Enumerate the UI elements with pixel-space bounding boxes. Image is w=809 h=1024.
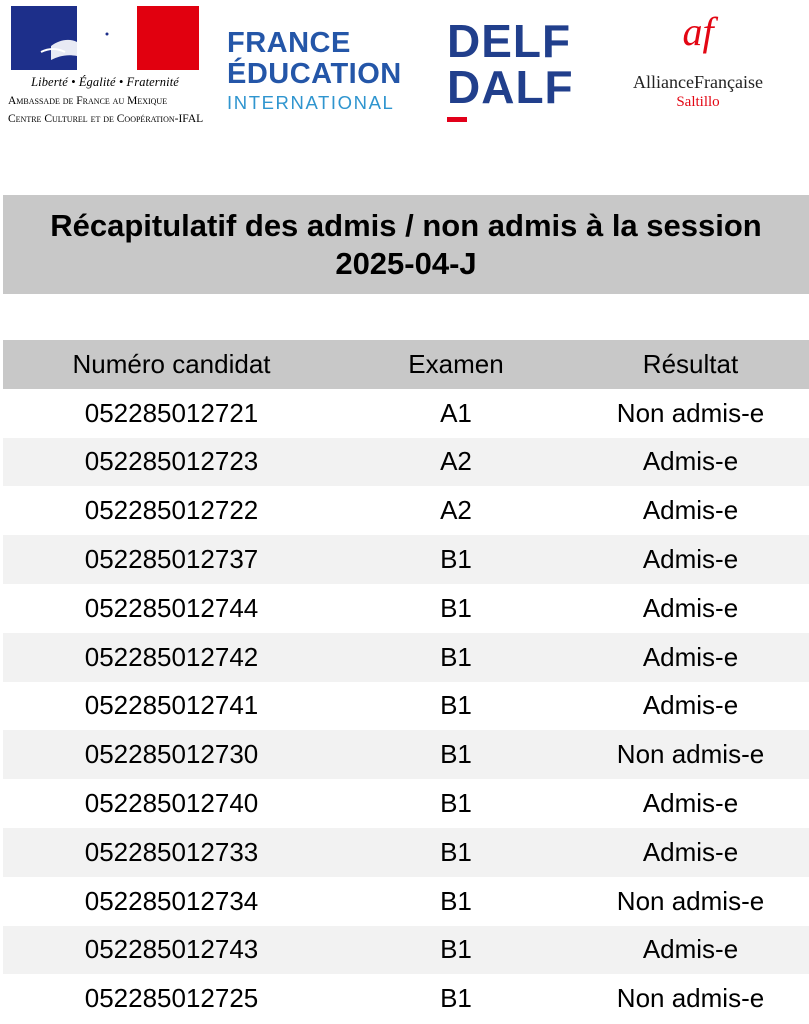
delf-red-bar <box>447 117 467 122</box>
table-row <box>3 926 809 975</box>
exam-cell: B1 <box>440 836 472 867</box>
result-cell: Admis-e <box>642 544 739 575</box>
result-cell: Admis-e <box>642 836 739 867</box>
cultural-centre-name: Centre Culturel et de Coopération-IFAL <box>8 113 204 125</box>
candidate-number-cell: 052285012725 <box>84 983 259 1014</box>
exam-cell: A1 <box>440 397 472 428</box>
republique-francaise-logo <box>8 6 202 126</box>
candidate-number-cell: 052285012730 <box>84 739 259 770</box>
delf-text: DELF <box>447 15 572 67</box>
table-body <box>3 389 809 1023</box>
table-row <box>3 438 809 487</box>
header-candidate-number: Numéro candidat <box>72 348 271 379</box>
alliance-francaise-logo <box>618 10 778 111</box>
table-row <box>3 389 809 438</box>
result-cell: Admis-e <box>642 446 739 477</box>
result-cell: Admis-e <box>642 592 739 623</box>
exam-cell: B1 <box>440 544 472 575</box>
page-title: Récapitulatif des admis / non admis à la session 2025-04-J <box>50 207 762 281</box>
alliance-name: AllianceFrançaise <box>633 72 763 92</box>
result-cell: Non admis-e <box>616 739 765 770</box>
candidate-number-cell: 052285012741 <box>84 690 259 721</box>
page-title-banner <box>3 195 809 294</box>
exam-cell: B1 <box>440 690 472 721</box>
result-cell: Admis-e <box>642 690 739 721</box>
table-row <box>3 828 809 877</box>
candidate-number-cell: 052285012742 <box>84 641 259 672</box>
candidate-number-cell: 052285012723 <box>84 446 259 477</box>
candidate-number-cell: 052285012734 <box>84 885 259 916</box>
embassy-name: Ambassade de France au Mexique <box>8 95 168 107</box>
candidate-number-cell: 052285012740 <box>84 788 259 819</box>
exam-cell: B1 <box>440 641 472 672</box>
exam-cell: B1 <box>440 592 472 623</box>
candidate-number-cell: 052285012743 <box>84 934 259 965</box>
republique-motto: Liberté • Égalité • Fraternité <box>31 75 179 89</box>
logo-strip <box>0 0 809 150</box>
result-cell: Non admis-e <box>616 983 765 1014</box>
exam-cell: B1 <box>440 788 472 819</box>
marianne-flag-icon <box>11 6 199 70</box>
candidate-number-cell: 052285012744 <box>84 592 259 623</box>
exam-cell: B1 <box>440 934 472 965</box>
dalf-text: DALF <box>447 61 574 113</box>
exam-cell: B1 <box>440 739 472 770</box>
result-cell: Non admis-e <box>616 397 765 428</box>
exam-cell: A2 <box>440 446 472 477</box>
candidate-number-cell: 052285012721 <box>84 397 259 428</box>
delf-dalf-logo <box>447 15 597 122</box>
fei-line-3: INTERNATIONAL <box>227 92 395 113</box>
exam-cell: A2 <box>440 495 472 526</box>
result-cell: Non admis-e <box>616 885 765 916</box>
result-cell: Admis-e <box>642 495 739 526</box>
result-cell: Admis-e <box>642 788 739 819</box>
table-row <box>3 633 809 682</box>
results-table <box>3 340 809 1023</box>
table-row <box>3 779 809 828</box>
header-result: Résultat <box>642 348 739 379</box>
af-mark-icon: af <box>682 9 714 54</box>
exam-cell: B1 <box>440 885 472 916</box>
table-row <box>3 486 809 535</box>
table-row <box>3 730 809 779</box>
alliance-city: Saltillo <box>676 94 720 110</box>
candidate-number-cell: 052285012733 <box>84 836 259 867</box>
candidate-number-cell: 052285012737 <box>84 544 259 575</box>
exam-cell: B1 <box>440 983 472 1014</box>
result-cell: Admis-e <box>642 641 739 672</box>
france-education-international-logo <box>227 28 427 114</box>
fei-line-2: ÉDUCATION <box>227 58 402 90</box>
table-row <box>3 974 809 1023</box>
result-cell: Admis-e <box>642 934 739 965</box>
table-row <box>3 877 809 926</box>
header-exam: Examen <box>408 348 504 379</box>
table-row <box>3 584 809 633</box>
table-row <box>3 535 809 584</box>
table-row <box>3 682 809 731</box>
fei-line-1: FRANCE <box>227 27 351 59</box>
candidate-number-cell: 052285012722 <box>84 495 259 526</box>
table-header-row <box>3 340 809 389</box>
